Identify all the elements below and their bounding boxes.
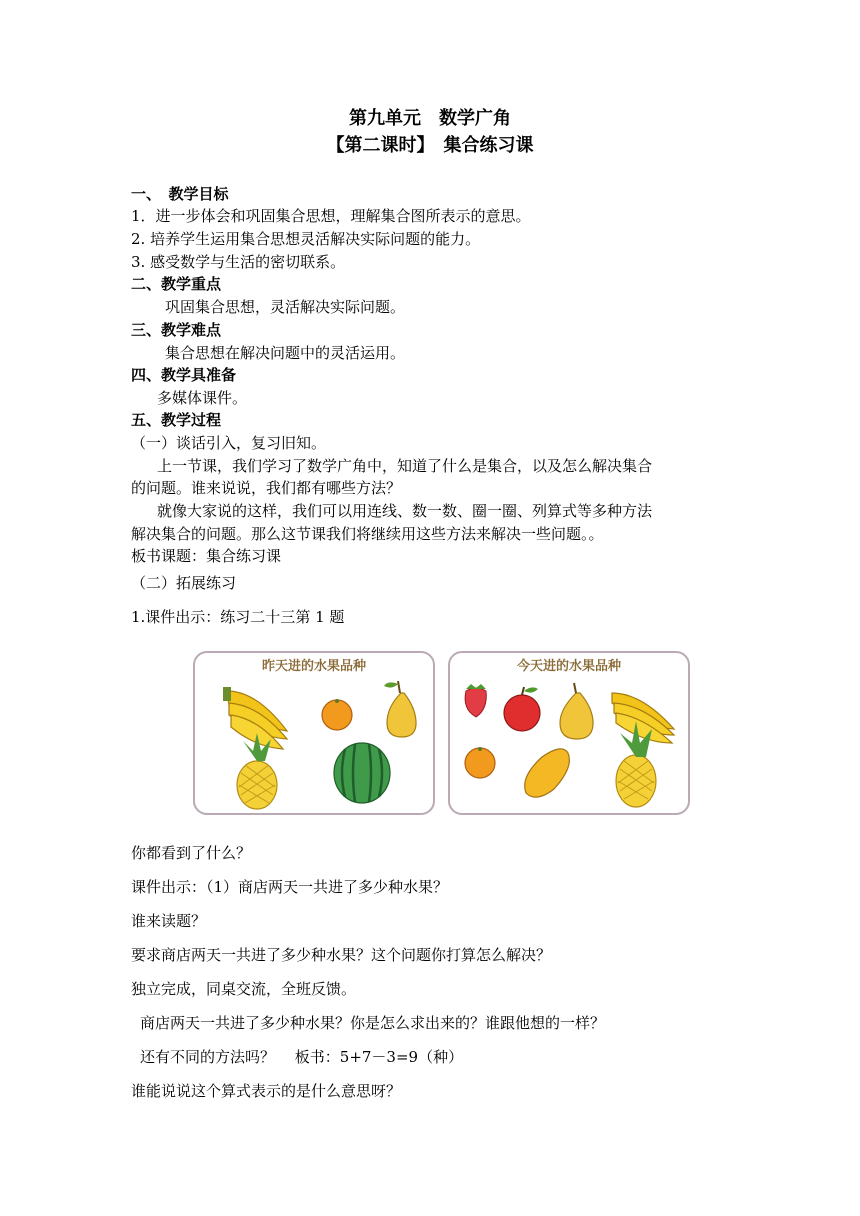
key-points-text: 巩固集合思想，灵活解决实际问题。 [165,298,406,316]
board-title: 板书课题：集合练习课 [131,547,282,565]
process-step-2: （二）拓展练习 [131,574,237,592]
today-panel-title: 今天进的水果品种 [516,659,621,674]
orange-icon [322,699,352,730]
goal-item-2: 2. 培养学生运用集合思想灵活解决实际问题的能力。 [131,230,481,248]
mango-icon [525,749,570,797]
pineapple-icon [616,721,656,807]
watermelon-icon [334,743,390,803]
question-7: 还有不同的方法吗？ 板书：5+7－3=9（种） [140,1048,464,1066]
section-heading-goals: 一、 教学目标 [131,185,229,203]
goal-item-3: 3. 感受数学与生活的密切联系。 [131,253,346,271]
today-fruit-panel [448,651,690,815]
page-subtitle: 【第二课时】 集合练习课 [326,135,534,156]
section-heading-key-points: 二、教学重点 [131,275,222,293]
yesterday-panel-title: 昨天进的水果品种 [261,659,366,674]
materials-text: 多媒体课件。 [157,389,248,407]
question-5: 独立完成，同桌交流，全班反馈。 [131,980,357,998]
question-3: 谁来读题？ [131,912,207,930]
section-heading-process: 五、教学过程 [131,411,222,429]
exercise-label: 1.课件出示：练习二十三第 1 题 [131,608,345,626]
pear-icon [384,681,416,737]
question-2: 课件出示：（1）商店两天一共进了多少种水果？ [131,878,449,896]
question-1: 你都看到了什么？ [131,844,252,862]
pear-icon [560,683,593,739]
banana-icon [612,693,674,743]
paragraph-2-line-1: 就像大家说的这样，我们可以用连线、数一数、圈一圈、列算式等多种方法 [157,502,653,520]
apple-icon [504,687,540,731]
process-step-1: （一）谈话引入，复习旧知。 [131,434,327,452]
section-heading-materials: 四、教学具准备 [131,366,237,384]
question-6: 商店两天一共进了多少种水果？你是怎么求出来的？谁跟他想的一样？ [140,1014,606,1032]
paragraph-2-line-2: 解决集合的问题。那么这节课我们将继续用这些方法来解决一些问题。。 [131,525,604,543]
page-title: 第九单元 数学广角 [349,108,511,129]
section-heading-difficulties: 三、教学难点 [131,321,222,339]
orange-icon [465,747,495,778]
strawberry-icon [465,684,486,717]
paragraph-1-line-1: 上一节课，我们学习了数学广角中，知道了什么是集合，以及怎么解决集合 [157,457,653,475]
question-4: 要求商店两天一共进了多少种水果？这个问题你打算怎么解决？ [131,946,552,964]
question-8: 谁能说说这个算式表示的是什么意思呀？ [131,1082,402,1100]
goal-item-1: 1．进一步体会和巩固集合思想，理解集合图所表示的意思。 [131,207,531,225]
yesterday-fruit-panel [193,651,435,815]
banana-icon [223,687,287,749]
paragraph-1-line-2: 的问题。谁来说说，我们都有哪些方法？ [131,479,402,497]
difficulties-text: 集合思想在解决问题中的灵活运用。 [165,344,406,362]
